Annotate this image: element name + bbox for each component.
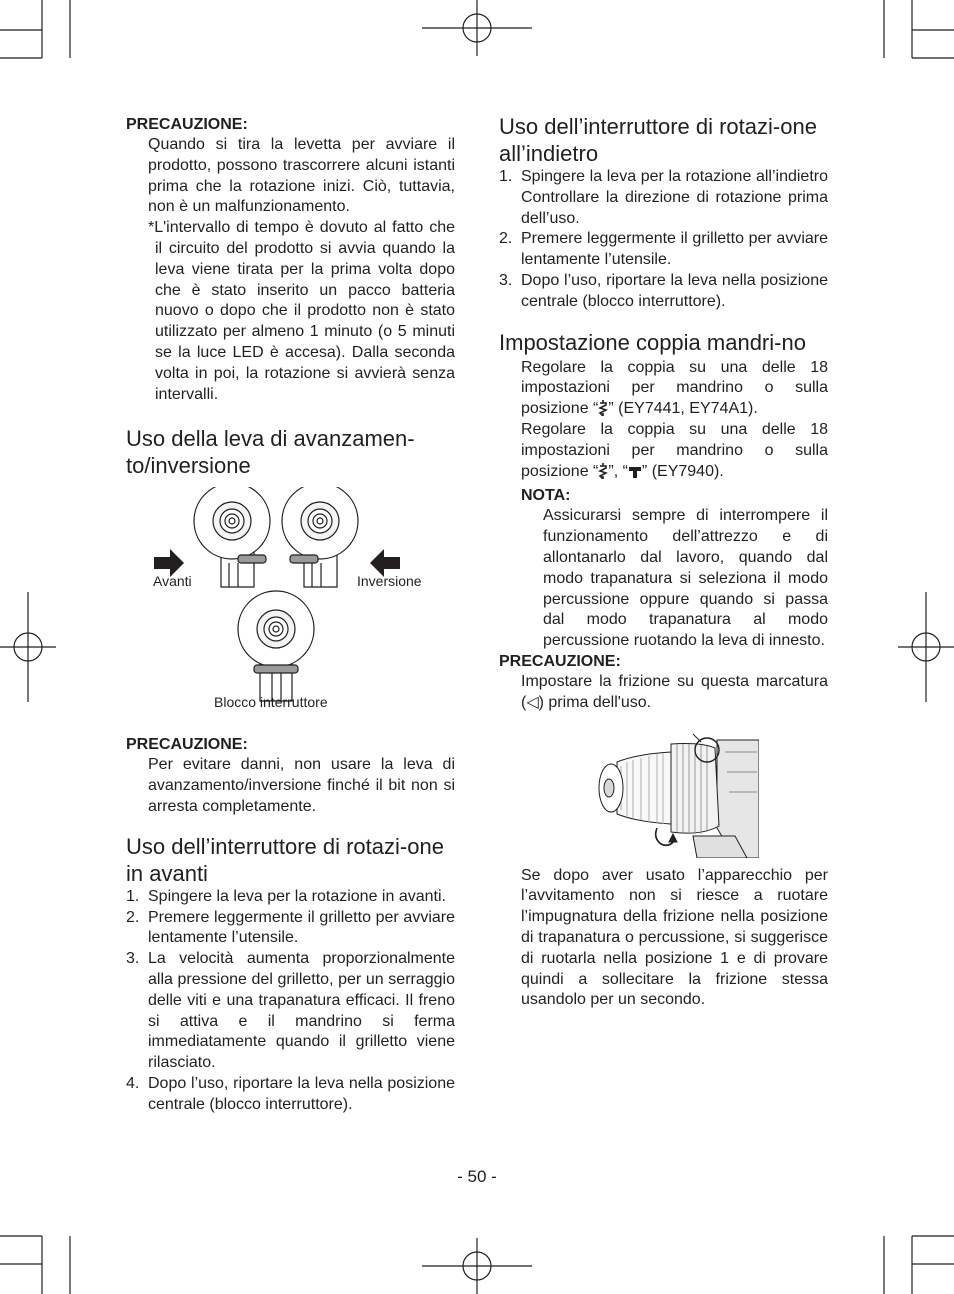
forward-steps — [126, 887, 455, 1116]
label-reverse: Inversione — [357, 573, 422, 590]
list-item: 2. Premere leggermente il grilletto per avviare lentamente l’utensile. — [126, 908, 455, 947]
heading-lever: Uso della leva di avanzamen-to/inversione — [126, 426, 415, 479]
drill-clutch-diagram — [597, 732, 759, 858]
caution-text: Quando si tira la levetta per avviare il prodotto, possono trascorrere alcuni istanti prima che la rotazione inizi. Ciò, tuttavia, non è un malfunzionamento. — [148, 136, 455, 216]
heading-forward: Uso dell’interruttore di rotazi-one in avanti — [126, 833, 444, 886]
torque-paragraph: Regolare la coppia su una delle 18 impostazioni per mandrino o sulla posizione “ ” (EY7441, EY74A1). — [521, 358, 828, 418]
lever-figure — [126, 487, 455, 727]
heading-reverse: Uso dell’interruttore di rotazi-one all’indietro — [499, 114, 817, 166]
list-item: 3. Dopo l’uso, riportare la leva nella posizione centrale (blocco interruttore). — [499, 271, 828, 310]
label-lock: Blocco interruttore — [214, 694, 328, 711]
reverse-steps — [499, 167, 828, 313]
label-forward: Avanti — [153, 573, 192, 590]
hammer-symbol-icon — [628, 465, 642, 479]
caution-text: Per evitare danni, non usare la leva di avanzamento/inversione finché il bit non si arresta completamente. — [148, 756, 455, 815]
right-column — [499, 113, 828, 1011]
list-item: 1. Spingere la leva per la rotazione all’indietro Controllare la direzione di rotazione prima dell’uso. — [499, 168, 828, 227]
torque-paragraph: Regolare la coppia su una delle 18 impostazioni per mandrino o sulla posizione “ ”, “ ” (EY7940). — [521, 420, 828, 480]
left-column — [126, 113, 455, 1116]
caution-footnote: *L'intervallo di tempo è dovuto al fatto che il circuito del prodotto si avvia quando la leva viene tirata per la prima volta dopo che è stato inserito un pacco batteria nuovo o dopo che il prodotto non è stato utilizzato per almeno 1 minuto (o 5 minuti se la luce LED è accesa). Dalla seconda volta in poi, la rotazione si avvierà senza intervalli. — [148, 219, 455, 403]
list-item: 1. Spingere la leva per la rotazione in avanti. — [126, 887, 446, 905]
heading-torque: Impostazione coppia mandri-no — [499, 329, 806, 355]
clutch-figure — [597, 732, 759, 858]
caution-label: PRECAUZIONE: — [499, 652, 621, 670]
list-item: 4. Dopo l’uso, riportare la leva nella posizione centrale (blocco interruttore). — [126, 1074, 455, 1113]
drill-symbol-icon — [598, 400, 608, 416]
note-label: NOTA: — [521, 487, 571, 505]
caution-text: Impostare la frizione su questa marcatura (◁) prima dell'uso. — [521, 672, 828, 711]
caution-label: PRECAUZIONE: — [126, 736, 248, 754]
list-item: 3. La velocità aumenta proporzionalmente alla pressione del grilletto, per un serraggio delle viti e una trapanatura efficaci. Il freno si attiva e il mandrino si ferma immediatamente quando il grilletto viene rilasciato. — [126, 950, 455, 1072]
caution-label: PRECAUZIONE: — [126, 116, 248, 133]
lever-diagram — [126, 487, 455, 727]
drill-symbol-icon — [598, 463, 608, 479]
note-text: Assicurarsi sempre di interrompere il funzionamento dell’attrezzo e di allontanarlo dal lavoro, quando dal modo trapanatura si seleziona il modo percussione oppure quando si passa dal modo trapanatura al modo percussione ruotando la leva di innesto. — [543, 507, 828, 650]
list-item: 2. Premere leggermente il grilletto per avviare lentamente l’utensile. — [499, 230, 828, 269]
page-number: - 50 - — [457, 1167, 497, 1186]
final-paragraph: Se dopo aver usato l’apparecchio per l’avvitamento non si riesce a ruotare l’impugnatura della frizione nella posizione di trapanatura o percussione, si suggerisce di ruotarla nella posizione 1 e di provare quindi a sollecitare la frizione stessa usandolo per un secondo. — [521, 866, 828, 1009]
